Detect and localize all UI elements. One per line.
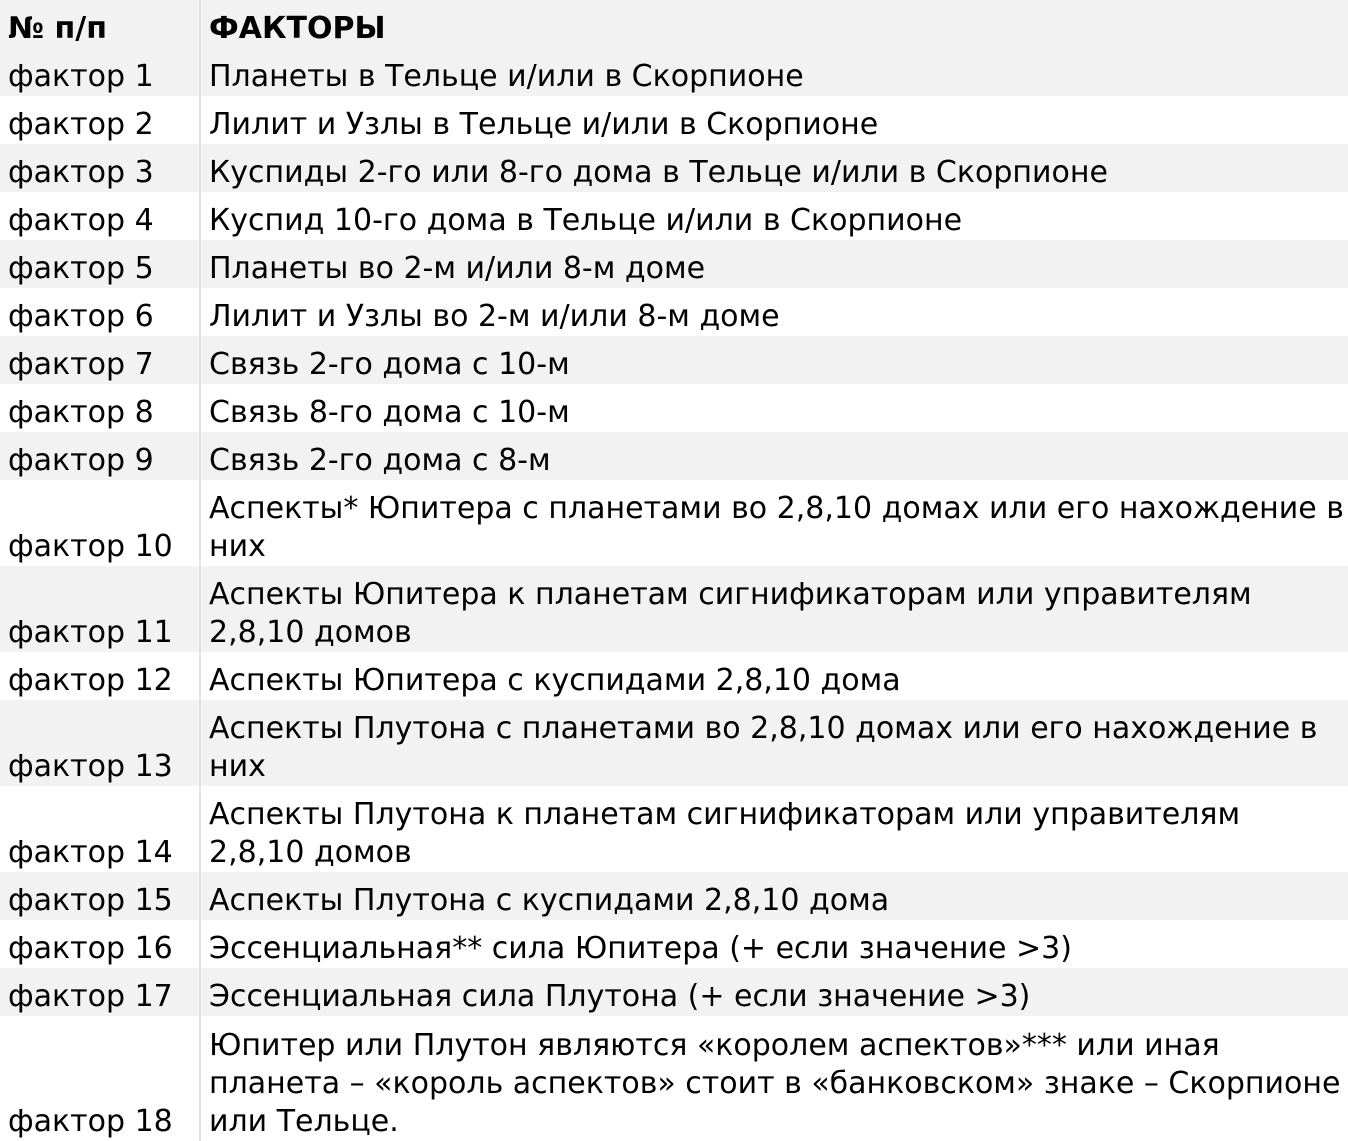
factor-text: Аспекты Юпитера к планетам сигнификаторам или управителям 2,8,10 домов [209,577,1252,650]
factor-text: Аспекты Плутона с планетами во 2,8,10 домах или его нахождение в них [209,711,1318,784]
header-row [0,0,1348,48]
header-factors: ФАКТОРЫ [209,11,386,46]
factor-text: Куспиды 2-го или 8-го дома в Тельце и/или в Скорпионе [209,155,1108,190]
table-row [0,240,1348,288]
factor-text: Связь 2-го дома с 8-м [209,443,551,478]
factor-text: Юпитер или Плутон являются «королем аспектов»*** или иная планета – «король аспектов» стоит в «банковском» знаке – Скорпионе или Тельце. [209,1028,1341,1139]
factor-text: Аспекты Юпитера с куспидами 2,8,10 дома [209,663,901,698]
factor-number: фактор 8 [0,384,200,432]
factor-number: фактор 7 [0,336,200,384]
table-row [0,968,1348,1016]
factor-number: фактор 6 [0,288,200,336]
factor-number: фактор 15 [0,872,200,920]
table-row [0,192,1348,240]
factor-number: фактор 14 [0,786,200,872]
table-row [0,700,1348,786]
factor-number: фактор 13 [0,700,200,786]
factor-text: Аспекты* Юпитера с планетами во 2,8,10 домах или его нахождение в них [209,491,1344,564]
header-number: № п/п [0,0,200,48]
table-row [0,384,1348,432]
factor-number: фактор 4 [0,192,200,240]
factor-number: фактор 10 [0,480,200,566]
table-row [0,652,1348,700]
factor-number: фактор 5 [0,240,200,288]
table-row [0,336,1348,384]
factor-number: фактор 11 [0,566,200,652]
table-row [0,432,1348,480]
factor-number: фактор 3 [0,144,200,192]
factor-number: фактор 17 [0,968,200,1016]
factor-number: фактор 1 [0,48,200,96]
table-row [0,566,1348,652]
table-row [0,920,1348,968]
factor-number: фактор 18 [0,1016,200,1141]
factor-text: Планеты во 2-м и/или 8-м доме [209,251,706,286]
table-row [0,288,1348,336]
factor-text: Аспекты Плутона к планетам сигнификаторам или управителям 2,8,10 домов [209,797,1241,870]
factor-text: Планеты в Тельце и/или в Скорпионе [209,59,804,94]
table-row [0,48,1348,96]
table-row [0,786,1348,872]
factor-text: Эссенциальная** сила Юпитера (+ если значение >3) [209,931,1072,966]
table-row [0,96,1348,144]
factor-number: фактор 2 [0,96,200,144]
factor-text: Куспид 10-го дома в Тельце и/или в Скорпионе [209,203,963,238]
factor-text: Аспекты Плутона с куспидами 2,8,10 дома [209,883,890,918]
table-row [0,872,1348,920]
factor-text: Лилит и Узлы во 2-м и/или 8-м доме [209,299,780,334]
table-row [0,144,1348,192]
factor-text: Лилит и Узлы в Тельце и/или в Скорпионе [209,107,879,142]
factor-number: фактор 12 [0,652,200,700]
factor-text: Связь 2-го дома с 10-м [209,347,570,382]
factor-text: Связь 8-го дома с 10-м [209,395,570,430]
table-row [0,480,1348,566]
factor-text: Эссенциальная сила Плутона (+ если значение >3) [209,979,1031,1014]
factor-number: фактор 16 [0,920,200,968]
table-row [0,1016,1348,1141]
factor-number: фактор 9 [0,432,200,480]
